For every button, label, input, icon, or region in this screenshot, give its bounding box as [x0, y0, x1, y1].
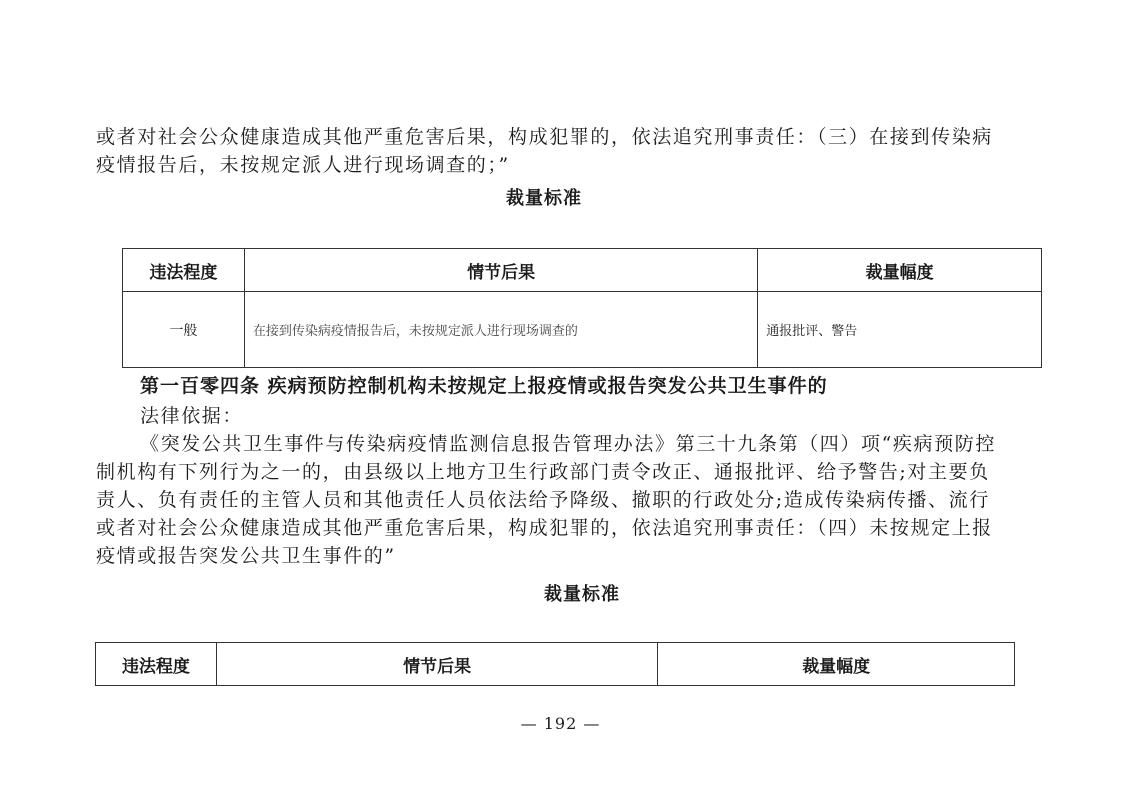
header-penalty-range: 裁量幅度 — [758, 249, 1042, 292]
legal-basis-label: 法律依据： — [140, 405, 244, 427]
paragraph-line: 或者对社会公众健康造成其他严重危害后果，构成犯罪的，依法追究刑事责任：（四）未按规定上报 — [96, 517, 993, 539]
article-title: 第一百零四条 疾病预防控制机构未按规定上报疫情或报告突发公共卫生事件的 — [140, 375, 828, 397]
table-header-row — [123, 249, 1042, 292]
discretion-standard-heading: 裁量标准 — [544, 584, 620, 605]
paragraph-line: 疫情报告后，未按规定派人进行现场调查的；” — [96, 154, 510, 176]
header-penalty-range: 裁量幅度 — [658, 643, 1015, 686]
cell-penalty-range: 通报批评、警告 — [758, 292, 1042, 368]
cell-consequence: 在接到传染病疫情报告后，未按规定派人进行现场调查的 — [244, 292, 757, 368]
paragraph-line: 或者对社会公众健康造成其他严重危害后果，构成犯罪的，依法追究刑事责任：（三）在接到传染病 — [96, 126, 993, 148]
header-violation-level: 违法程度 — [123, 249, 245, 292]
paragraph-line: 疫情或报告突发公共卫生事件的” — [96, 545, 396, 567]
cell-violation-level: 一般 — [123, 292, 245, 368]
table-header-row — [96, 643, 1015, 686]
header-consequence: 情节后果 — [244, 249, 757, 292]
page-number: — 192 — — [520, 714, 601, 733]
discretion-table — [95, 642, 1015, 686]
header-consequence: 情节后果 — [216, 643, 658, 686]
discretion-standard-heading: 裁量标准 — [506, 188, 582, 209]
paragraph-line: 《突发公共卫生事件与传染病疫情监测信息报告管理办法》第三十九条第（四）项“疾病预防控 — [140, 433, 996, 455]
paragraph-line: 责人、负有责任的主管人员和其他责任人员依法给予降级、撤职的行政处分;造成传染病传播、流行 — [96, 489, 990, 511]
table-row — [123, 292, 1042, 368]
legal-basis-paragraph — [96, 430, 1026, 570]
header-violation-level: 违法程度 — [96, 643, 217, 686]
paragraph-line: 制机构有下列行为之一的，由县级以上地方卫生行政部门责令改正、通报批评、给予警告;对主要负 — [96, 461, 990, 483]
discretion-table — [122, 248, 1042, 368]
continuation-paragraph — [96, 123, 1026, 179]
